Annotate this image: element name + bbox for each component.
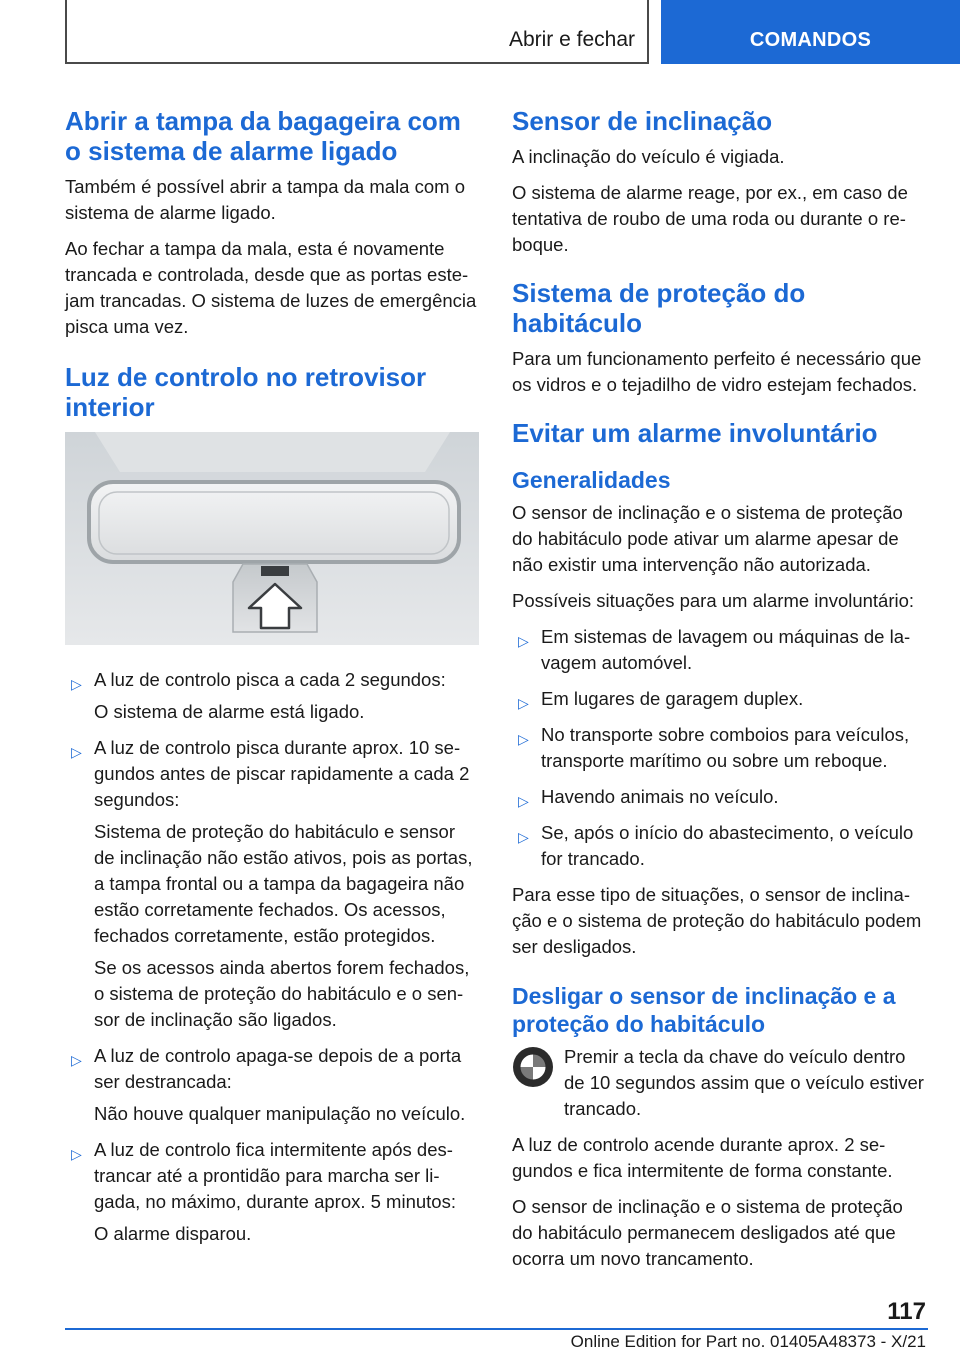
paragraph: Para um funcionamento perfeito é necessário que os vidros e o tejadilho de vidro estejam fechados. [512, 348, 922, 395]
paragraph: Para esse tipo de situações, o sensor de inclinação e o sistema de proteção do habitáculo podem ser desligados. [512, 884, 922, 957]
paragraph: Premir a tecla da chave do veículo dentro de 10 segundos assim que o veículo estiver trancado. [564, 1046, 924, 1119]
heading-disable-sensor: Desligar o sensor de inclinação e a proteção do habitáculo [512, 983, 896, 1037]
list-item: ▷ A luz de controlo pisca a cada 2 segundos: O sistema de alarme está ligado. [65, 667, 479, 725]
paragraph: A inclinação do veículo é vigiada. [512, 146, 785, 167]
triangle-bullet-icon: ▷ [518, 793, 529, 809]
paragraph: O sistema de alarme reage, por ex., em caso de tentativa de roubo de uma roda ou durante o reboque. [512, 182, 908, 255]
paragraph: Possíveis situações para um alarme involuntário: [512, 590, 915, 611]
paragraph: A luz de controlo acende durante aprox. 2 segundos e fica intermitente de forma constante. [512, 1134, 893, 1181]
right-column [512, 100, 926, 1282]
paragraph: Também é possível abrir a tampa da mala com o sistema de alarme ligado. [65, 176, 465, 223]
key-instruction [512, 1044, 926, 1122]
list-item: ▷ Em lugares de garagem duplex. [512, 686, 926, 712]
list-item: ▷ Havendo animais no veículo. [512, 784, 926, 810]
heading-mirror-light: Luz de controlo no retrovisor interior [65, 362, 427, 422]
indicator-states-list [65, 667, 479, 1247]
left-column [65, 100, 479, 1257]
triangle-bullet-icon: ▷ [518, 695, 529, 711]
list-item: ▷ A luz de controlo fica intermitente após destrancar até a prontidão para marcha ser ligada, no máximo, durante aprox. 5 minutos: O alarme disparou. [65, 1137, 479, 1247]
list-item: ▷ A luz de controlo pisca durante aprox. 10 segundos antes de piscar rapidamente a cada 2 segundos: Sistema de proteção do habitáculo e sensor de inclinação não estão ativos, pois as portas, a tampa frontal ou a tampa da bagageira não estão corretamente fechados. Os acessos, fechados corretamente, estão protegidos. Se os acessos ainda abertos forem fechados, o sistema de proteção do habitáculo e o sensor de inclinação são ligados. [65, 735, 479, 1033]
paragraph: O sensor de inclinação e o sistema de proteção do habitáculo permanecem desligados até que ocorra um novo trancamento. [512, 1196, 903, 1269]
paragraph: Ao fechar a tampa da mala, esta é novamente trancada e controlada, desde que as portas estejam trancadas. O sistema de luzes de emergência pisca uma vez. [65, 238, 477, 337]
edition-note: Online Edition for Part no. 01405A48373 - X/21 [570, 1332, 926, 1351]
triangle-bullet-icon: ▷ [71, 1052, 82, 1068]
paragraph: O sensor de inclinação e o sistema de proteção do habitáculo pode ativar um alarme apesar de não existir uma intervenção não autorizada. [512, 502, 903, 575]
list-item-detail: Não houve qualquer manipulação no veículo. [94, 1103, 466, 1124]
list-item: ▷ Em sistemas de lavagem ou máquinas de lavagem automóvel. [518, 626, 911, 673]
triangle-bullet-icon: ▷ [518, 829, 529, 845]
chapter-tab[interactable]: COMANDOS [661, 0, 960, 64]
heading-tilt-sensor: Sensor de inclinação [512, 106, 773, 136]
bmw-logo-icon [512, 1046, 554, 1088]
heading-general: Generalidades [512, 467, 671, 493]
heading-trunk: Abrir a tampa da bagageira com o sistema de alarme ligado [65, 106, 461, 166]
rearview-mirror-figure [65, 432, 479, 645]
section-title: Abrir e fechar [508, 28, 635, 51]
triangle-bullet-icon: ▷ [518, 633, 529, 649]
list-item-detail: O alarme disparou. [94, 1223, 252, 1244]
heading-avoid-alarm: Evitar um alarme involuntário [512, 418, 878, 448]
list-item-detail: O sistema de alarme está ligado. [94, 701, 365, 722]
footer-divider [65, 1328, 928, 1330]
triangle-bullet-icon: ▷ [71, 744, 82, 760]
list-item: ▷ A luz de controlo apaga-se depois de a porta ser destrancada: Não houve qualquer manipulação no veículo. [65, 1043, 479, 1127]
rearview-mirror-illustration [65, 432, 479, 645]
triangle-bullet-icon: ▷ [71, 676, 82, 692]
list-item-detail: Sistema de proteção do habitáculo e sensor de inclinação não estão ativos, pois as portas, a tampa frontal ou a tampa da bagageira não estão corretamente fechados. Os acessos, fechados corretamente, estão protegidos. [94, 821, 473, 946]
page-number: 117 [887, 1298, 926, 1325]
unintended-alarm-list [512, 624, 926, 872]
list-item-detail: Se os acessos ainda abertos forem fechados, o sistema de proteção do habitáculo e o sensor de inclinação são ligados. [94, 957, 470, 1030]
list-item: ▷ Se, após o início do abastecimento, o veículo for trancado. [518, 822, 914, 869]
list-item: ▷ No transporte sobre comboios para veículos, transporte marítimo ou sobre um reboque. [518, 724, 910, 771]
triangle-bullet-icon: ▷ [518, 731, 529, 747]
heading-cabin-protection: Sistema de proteção do habitáculo [512, 278, 806, 338]
triangle-bullet-icon: ▷ [71, 1146, 82, 1162]
